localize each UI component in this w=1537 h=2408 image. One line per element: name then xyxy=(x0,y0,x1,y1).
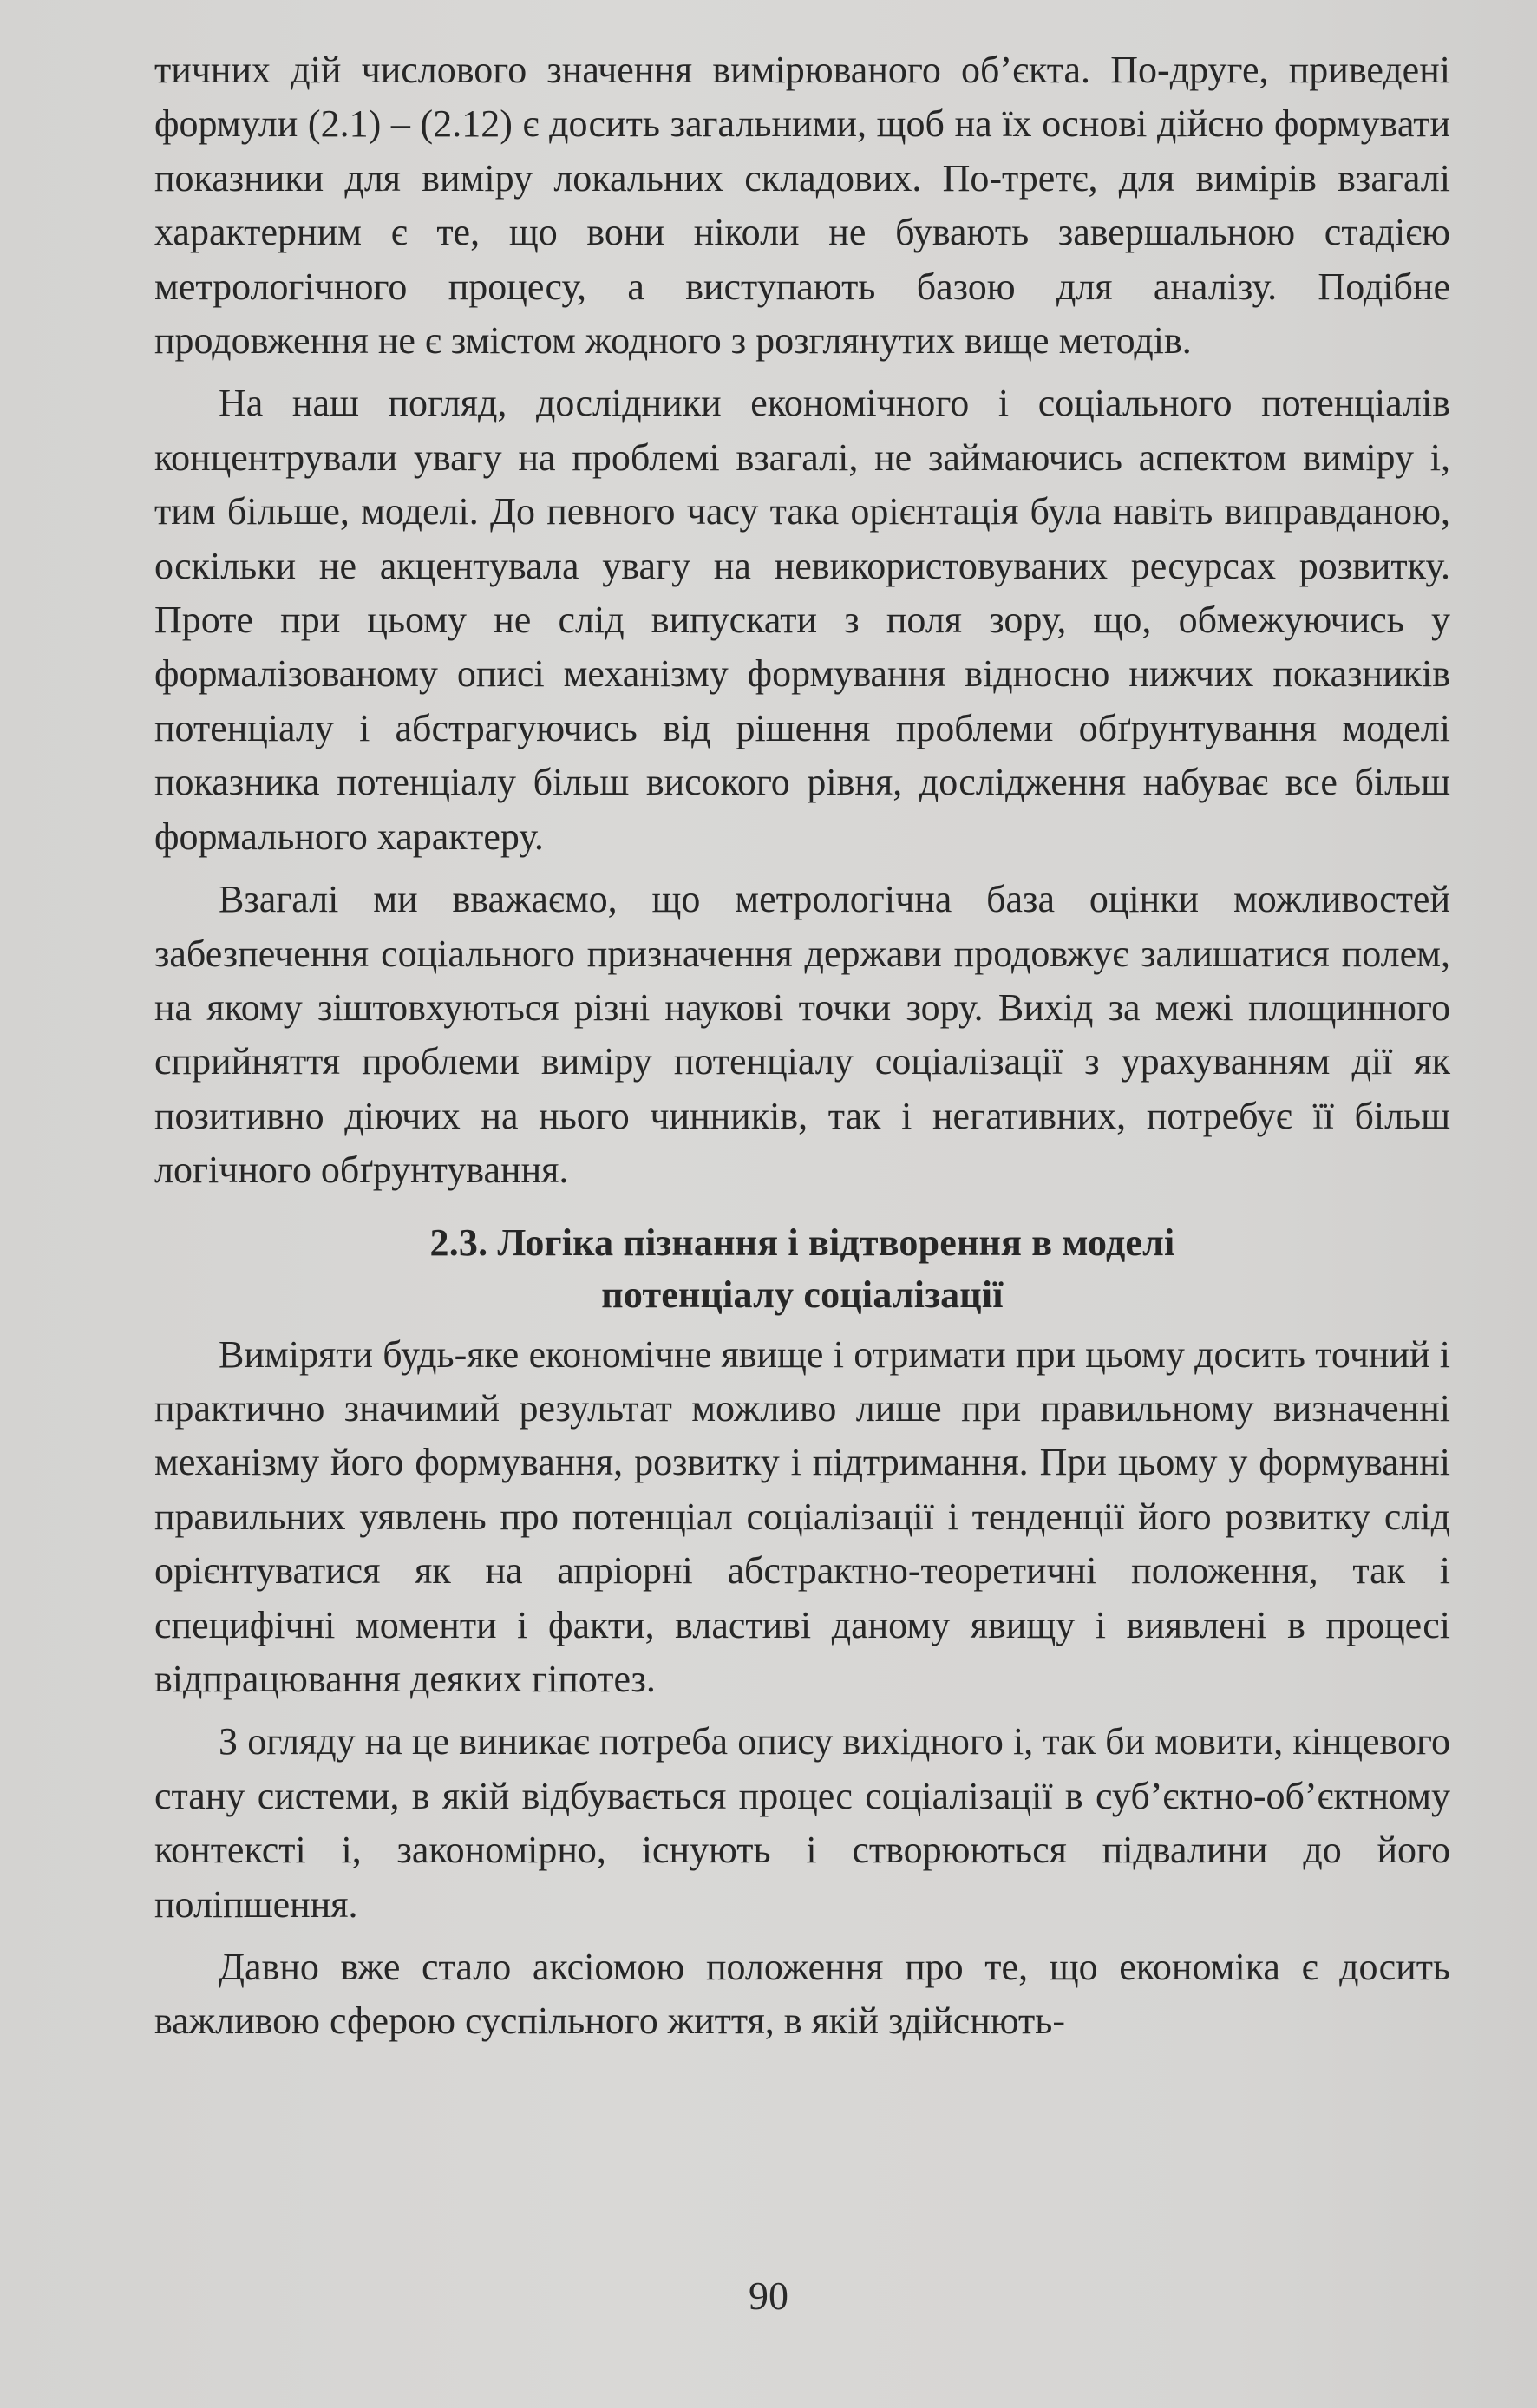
paragraph: Давно вже стало аксіомою положення про те, що економіка є досить важливою сферою суспільного життя, в якій здійснють- xyxy=(154,1946,1450,2043)
paragraph: На наш погляд, дослідники економічного і соціального потенціалів концентрували увагу на проблемі взагалі, не займаючись аспектом виміру і, тим більше, моделі. До певного часу така орієнтація була навіть виправданою, оскільки не акцентувала увагу на невикористовуваних ресурсах розвитку. Проте при цьому не слід випускати з поля зору, що, обмежуючись у формалізованому описі механізму формування відносно нижчих показників потенціалу і абстрагуючись від рішення проблеми обґрунтування моделі показника потенціалу більш високого рівня, дослідження набуває все більш формального характеру. xyxy=(154,382,1450,858)
paragraph: Взагалі ми вважаємо, що метрологічна база оцінки можливостей забезпечення соціального призначення держави продовжує залишатися полем, на якому зіштовхуються різні наукові точки зору. Вихід за межі площинного сприйняття проблеми виміру потенціалу соціалізації з урахуванням дії як позитивно діючих на нього чинників, так і негативних, потребує її більш логічного обґрунтування. xyxy=(154,878,1450,1192)
paragraph-continued: тичних дій числового значення вимірюваного об’єкта. По-друге, приведені формули (2.1) – (2.12) є досить загальними, щоб на їх основі дійсно формувати показники для виміру локальних складових. По-третє, для вимірів взагалі характерним є те, що вони ніколи не бувають завершальною стадією метрологічного процесу, а виступають базою для аналізу. Подібне продовження не є змістом жодного з розглянутих вище методів. xyxy=(154,49,1450,363)
paragraph: Виміряти будь-яке економічне явище і отримати при цьому досить точний і практично значимий результат можливо лише при правильному визначенні механізму його формування, розвитку і підтримання. При цьому у формуванні правильних уявлень про потенціал соціалізації і тенденції його розвитку слід орієнтуватися як на апріорні абстрактно-теоретичні положення, так і специфічні моменти і факти, властиві даному явищу і виявлені в процесі відпрацювання деяких гіпотез. xyxy=(154,1332,1450,1700)
page-number: 90 xyxy=(749,2274,788,2318)
paragraph: З огляду на це виникає потреба опису вихідного і, так би мовити, кінцевого стану системи, в якій відбувається процес соціалізації в суб’єктно-об’єктному контексті і, закономірно, існують і створюються підвалини до його поліпшення. xyxy=(154,1720,1450,1926)
section-heading-line-1: 2.3. Логіка пізнання і відтворення в моделі xyxy=(429,1220,1175,1264)
section-heading-line-2: потенціалу соціалізації xyxy=(601,1273,1004,1316)
section-heading xyxy=(154,1217,1450,1321)
page-body xyxy=(154,43,1450,2058)
